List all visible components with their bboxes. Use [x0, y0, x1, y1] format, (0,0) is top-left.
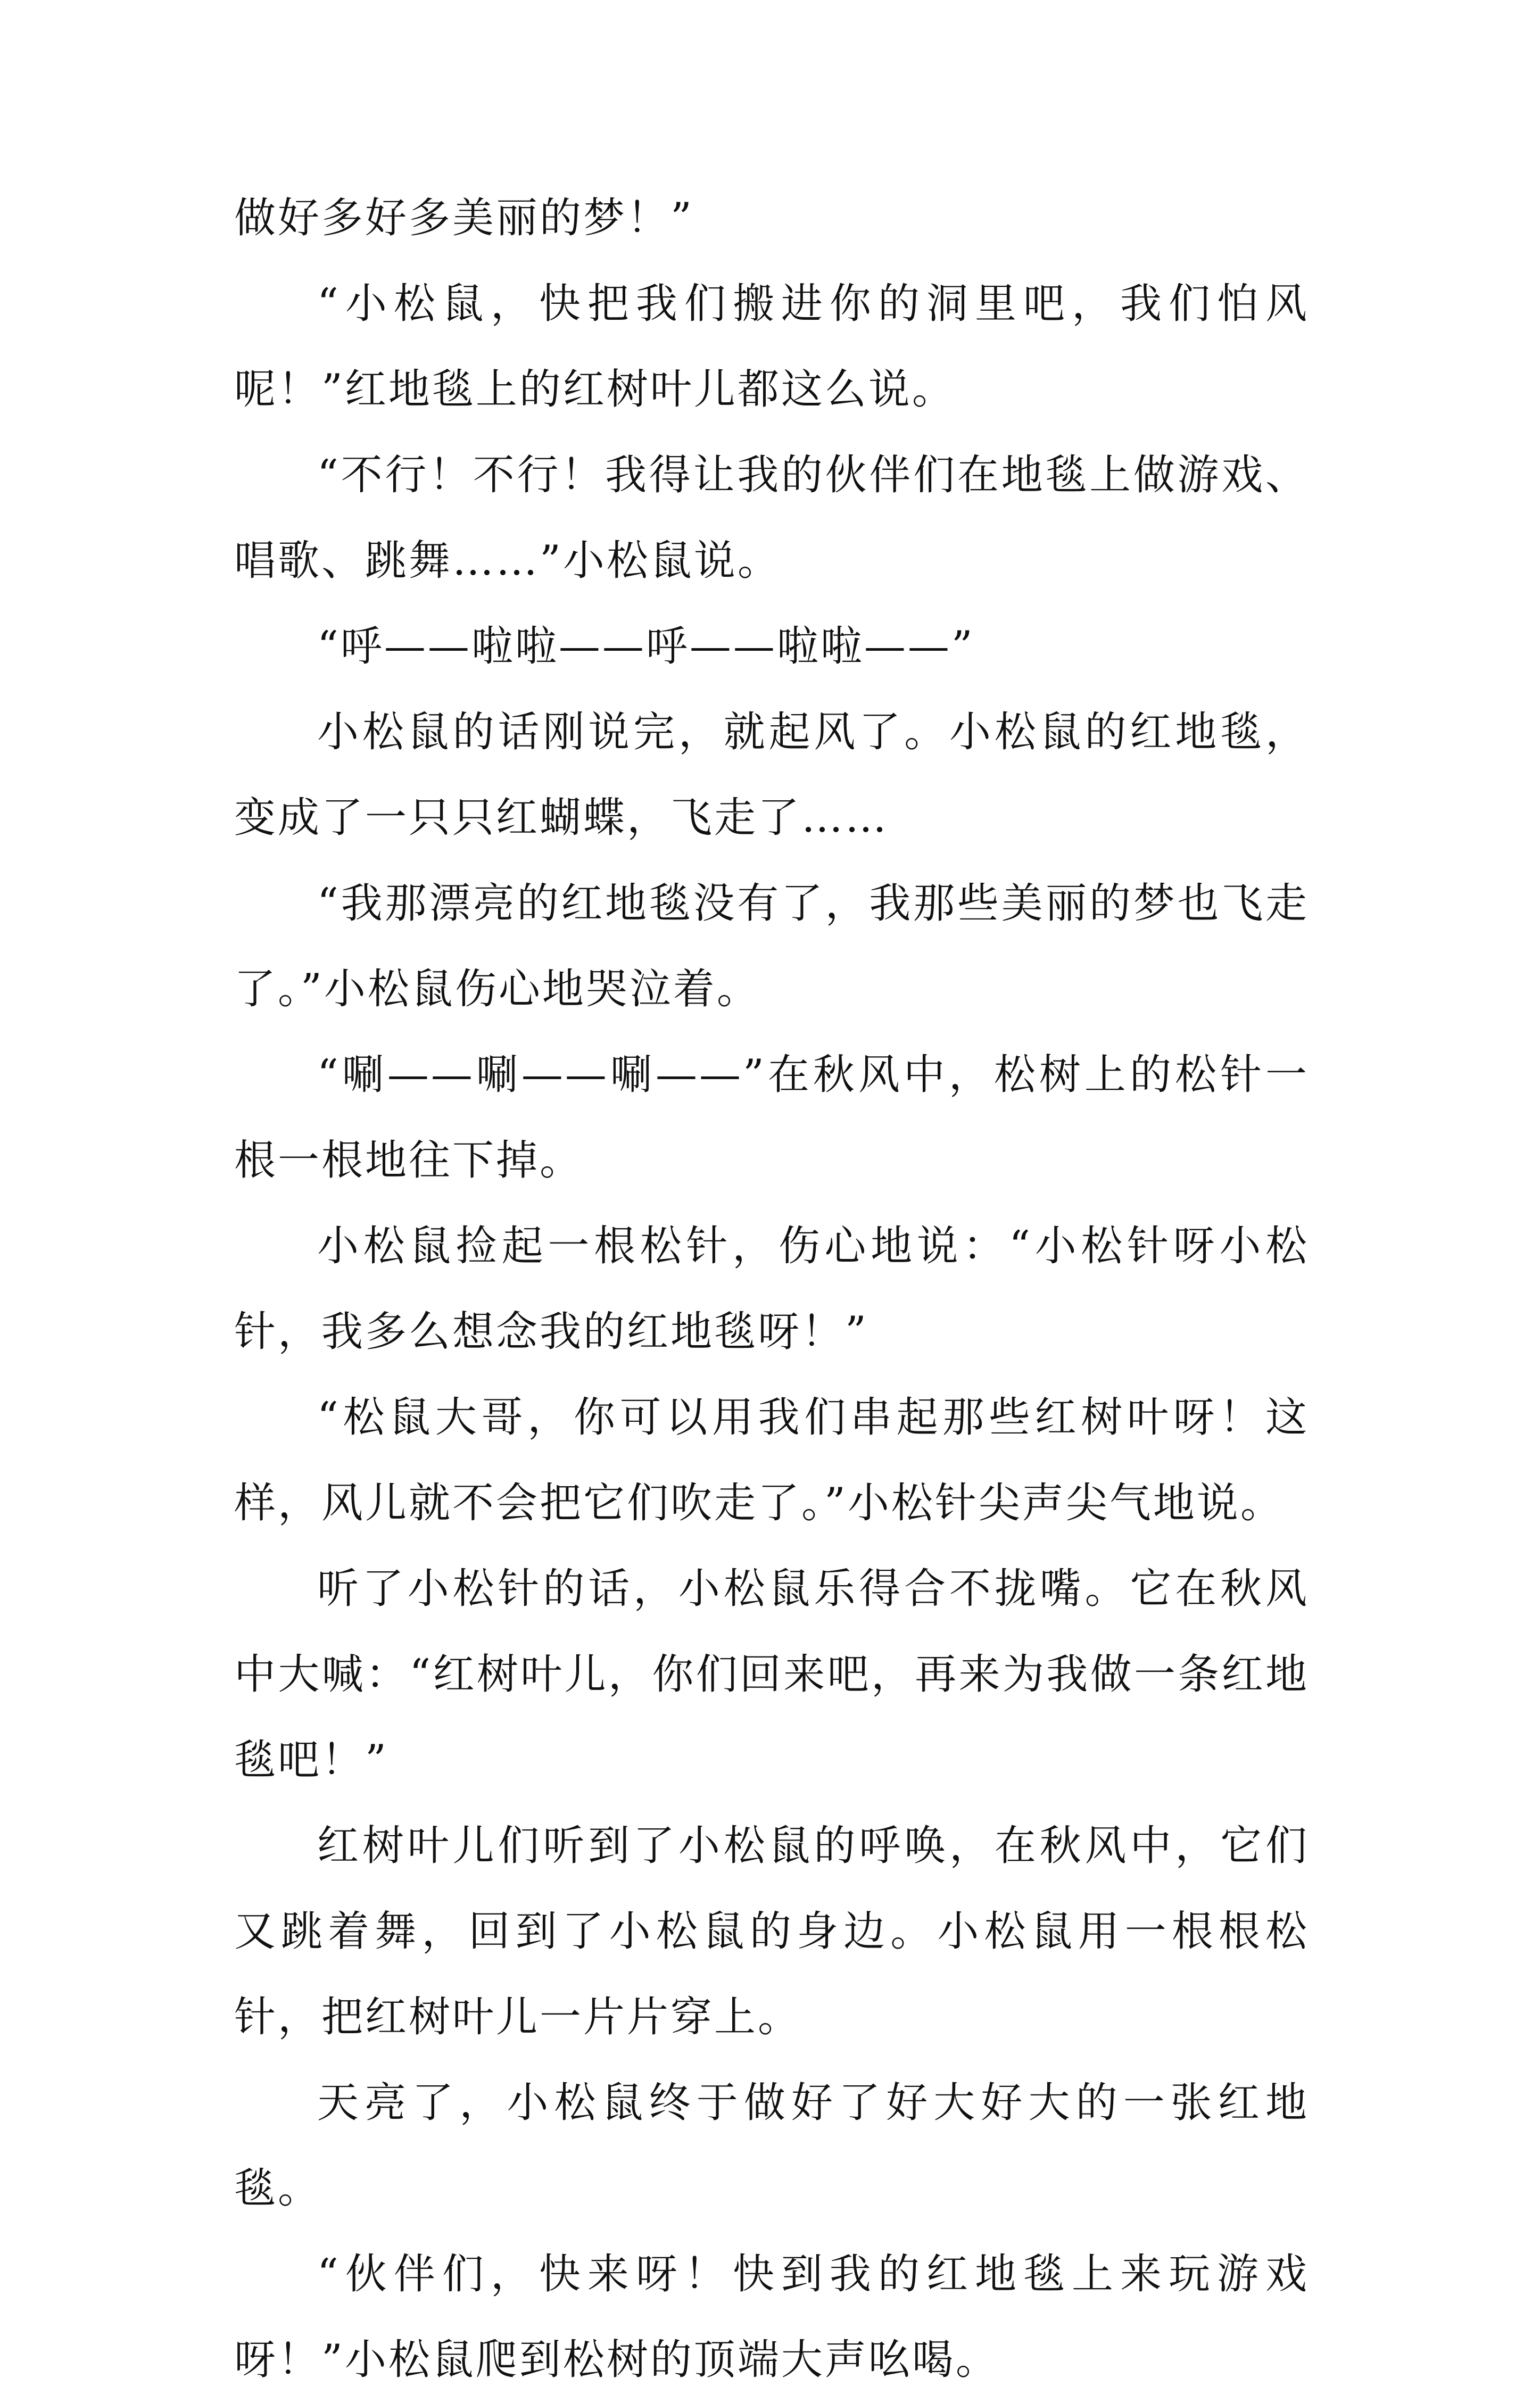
paragraph-13: “伙伴们，快来呀！快到我的红地毯上来玩游戏呀！”小松鼠爬到松树的顶端大声吆喝。: [234, 2250, 1309, 2384]
paragraph-3: “不行！不行！我得让我的伙伴们在地毯上做游戏、唱歌、跳舞……”小松鼠说。: [234, 451, 1309, 585]
paragraph-6: “我那漂亮的红地毯没有了，我那些美丽的梦也飞走了。”小松鼠伤心地哭泣着。: [234, 880, 1309, 1013]
paragraph-9: “松鼠大哥，你可以用我们串起那些红树叶呀！这样，风儿就不会把它们吹走了。”小松针尖声尖气地说。: [234, 1394, 1309, 1527]
paragraph-2: “小松鼠，快把我们搬进你的洞里吧，我们怕风呢！”红地毯上的红树叶儿都这么说。: [234, 280, 1309, 413]
paragraph-10: 听了小松针的话，小松鼠乐得合不拢嘴。它在秋风中大喊：“红树叶儿，你们回来吧，再来为我做一条红地毯吧！”: [234, 1565, 1309, 1784]
paragraph-7: “唰——唰——唰——”在秋风中，松树上的松针一根一根地往下掉。: [234, 1051, 1309, 1184]
paragraph-4: “呼——啦啦——呼——啦啦——”: [317, 623, 975, 670]
paragraph-12: 天亮了，小松鼠终于做好了好大好大的一张红地毯。: [234, 2079, 1309, 2213]
paragraph-11: 红树叶儿们听到了小松鼠的呼唤，在秋风中，它们又跳着舞，回到了小松鼠的身边。小松鼠用一根根松针，把红树叶儿一片片穿上。: [234, 1822, 1309, 2041]
story-text: [234, 176, 1309, 2403]
paragraph-1: 做好多好多美丽的梦！”: [234, 194, 694, 242]
paragraph-5: 小松鼠的话刚说完，就起风了。小松鼠的红地毯，变成了一只只红蝴蝶，飞走了……: [234, 708, 1309, 842]
paragraph-8: 小松鼠捡起一根松针，伤心地说：“小松针呀小松针，我多么想念我的红地毯呀！”: [234, 1222, 1309, 1356]
